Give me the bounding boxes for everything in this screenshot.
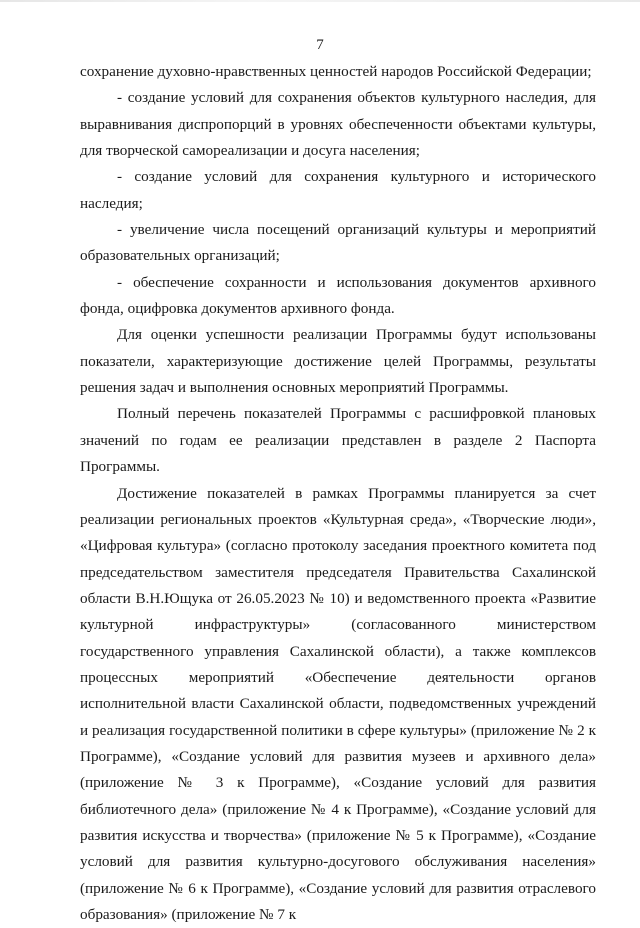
page-number: 7	[0, 36, 640, 54]
list-item-visits-increase: - увеличение числа посещений организаций культуры и мероприятий образовательных организаций;	[80, 217, 596, 270]
paragraph-indicators: Для оценки успешности реализации Программы будут использованы показатели, характеризующие достижение целей Программы, результаты решения задач и выполнения основных мероприятий Программы.	[80, 322, 596, 401]
paragraph-continuation: сохранение духовно-нравственных ценностей народов Российской Федерации;	[80, 59, 596, 85]
paragraph-achievement: Достижение показателей в рамках Программы планируется за счет реализации региональных проектов «Культурная среда», «Творческие люди», «Цифровая культура» (согласно протоколу заседания проектного комитета под председательством заместителя председателя Правительства Сахалинской области В.Н.Ющука от 26.05.2023 № 10) и ведомственного проекта «Развитие культурной инфраструктуры» (согласованного министерством государственного управления Сахалинской области), а также комплексов процессных мероприятий «Обеспечение деятельности органов исполнительной власти Сахалинской области, подведомственных учреждений и реализация государственной политики в сфере культуры» (приложение № 2 к Программе), «Создание условий для развития музеев и архивного дела» (приложение № 3 к Программе), «Создание условий для развития библиотечного дела» (приложение № 4 к Программе), «Создание условий для развития искусства и творчества» (приложение № 5 к Программе), «Создание условий для развития культурно-досугового обслуживания населения» (приложение № 6 к Программе), «Создание условий для развития отраслевого образования» (приложение № 7 к	[80, 481, 596, 928]
paragraph-indicator-list: Полный перечень показателей Программы с расшифровкой плановых значений по годам ее реализации представлен в разделе 2 Паспорта Программы.	[80, 401, 596, 480]
list-item-heritage-conditions: - создание условий для сохранения объектов культурного наследия, для выравнивания диспропорций в уровнях обеспеченности объектами культуры, для творческой самореализации и досуга населения;	[80, 85, 596, 164]
list-item-archive-documents: - обеспечение сохранности и использования документов архивного фонда, оцифровка документов архивного фонда.	[80, 270, 596, 323]
scan-edge	[0, 0, 640, 2]
document-body	[80, 59, 596, 928]
list-item-historical-heritage: - создание условий для сохранения культурного и исторического наследия;	[80, 164, 596, 217]
